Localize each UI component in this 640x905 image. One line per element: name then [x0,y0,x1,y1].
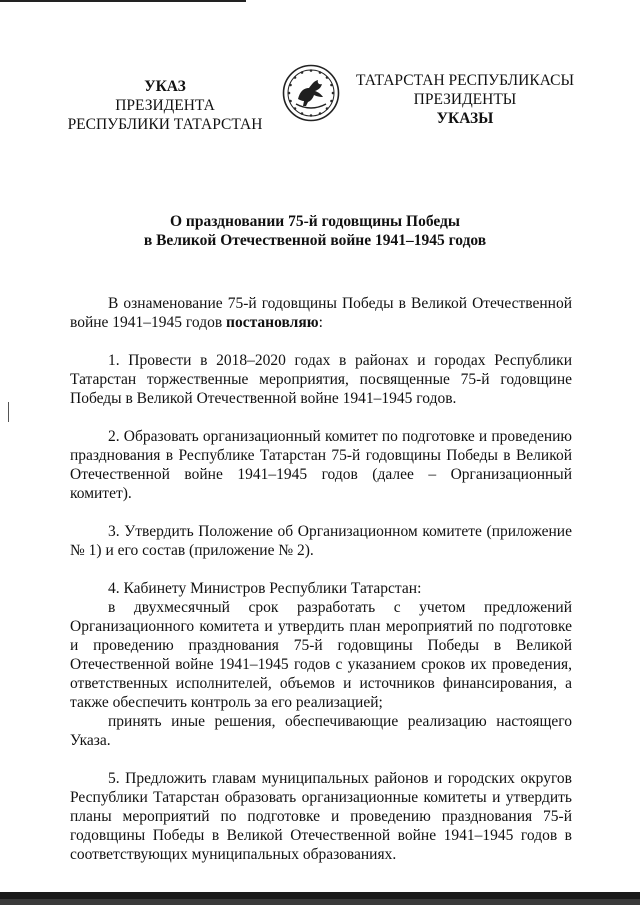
document-title [100,212,530,250]
header-left-line1: УКАЗ [144,78,186,95]
header-left-line2: ПРЕЗИДЕНТА [115,97,215,114]
scan-mark-left [8,402,9,422]
header-right-line2: ПРЕЗИДЕНТЫ [413,91,517,108]
header-left [60,77,270,134]
item-2: 2. Образовать организационный комитет по подготовке и проведению празднования в Республике Татарстан 75-й годовщины Победы в Великой Отечественной войне 1941–1945 годов (далее – Организационный комитет). [70,428,572,502]
item-1: 1. Провести в 2018–2020 годах в районах и городах Республики Татарстан торжественные мероприятия, посвященные 75-й годовщине Победы в Великой Отечественной войне 1941–1945 годов. [70,352,572,407]
item-3: 3. Утвердить Положение об Организационном комитете (приложение № 1) и его состав (приложение № 2). [70,523,572,559]
tatarstan-coat-of-arms-icon [282,64,340,122]
title-line1: О праздновании 75-й годовщины Победы [170,213,460,230]
item-4-heading: 4. Кабинету Министров Республики Татарстан: [108,580,422,597]
document-body [70,294,572,864]
item-5: 5. Предложить главам муниципальных районов и городских округов Республики Татарстан образовать организационные комитеты и утвердить планы мероприятий по подготовке и проведению празднования 75-й годовщины Победы в Великой Отечественной войне 1941–1945 годов в соответствующих муниципальных образованиях. [70,770,572,863]
header-right-line3: УКАЗЫ [436,110,494,127]
intro-text: В ознаменование 75-й годовщины Победы в Великой Отечественной войне 1941–1945 годов [70,295,572,331]
title-line2: в Великой Отечественной войне 1941–1945 годов [143,232,487,249]
scan-edge-bottom [0,892,640,899]
intro-paragraph [70,294,572,332]
item-4-point-b: принять иные решения, обеспечивающие реализацию настоящего Указа. [70,713,572,749]
header-right-line1: ТАТАРСТАН РЕСПУБЛИКАСЫ [356,72,574,89]
header-right [355,71,575,128]
header-left-line3: РЕСПУБЛИКИ ТАТАРСТАН [67,116,263,133]
intro-decree-word: постановляю [226,314,319,331]
item-4-point-a: в двухмесячный срок разработать с учетом предложений Организационного комитета и утвердить план мероприятий по подготовке и проведению празднования 75-й годовщины Победы в Великой Отечественной войне 1941–1945 годов с указанием сроков их проведения, ответственных исполнителей, объемов и источников финансирования, а также обеспечить контроль за его реализацией; [70,599,572,711]
scan-edge-top [0,0,246,2]
intro-end: : [318,314,323,331]
scan-edge-bottom-lower [0,899,640,905]
